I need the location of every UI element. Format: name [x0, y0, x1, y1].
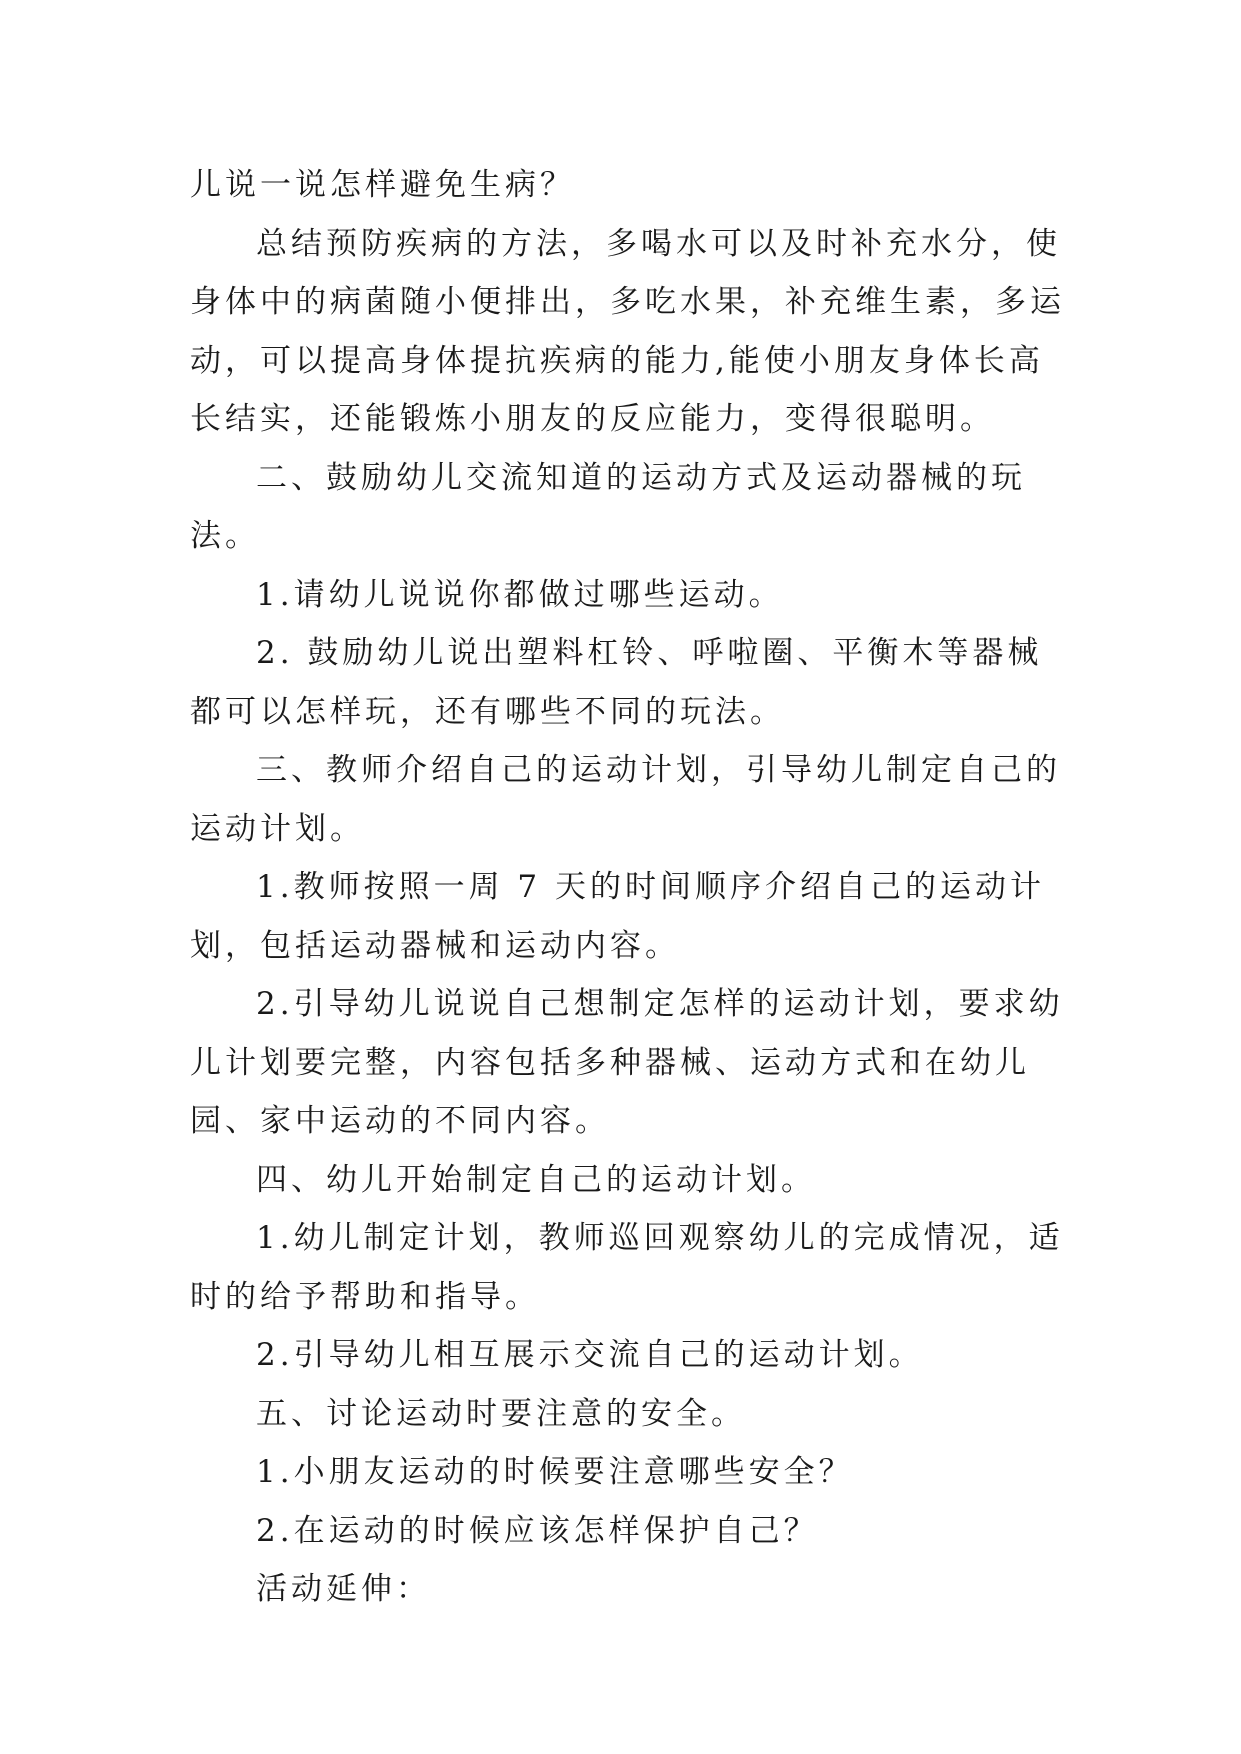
list-item: 2.在运动的时候应该怎样保护自己？ — [256, 1512, 819, 1549]
activity-extension-heading: 活动延伸： — [256, 1571, 431, 1607]
paragraph-continuation: 儿说一说怎样避免生病？ — [190, 167, 575, 203]
list-item: 1.请幼儿说说你都做过哪些运动。 — [256, 576, 784, 613]
list-item: 1.小朋友运动的时候要注意哪些安全？ — [256, 1454, 854, 1490]
section-heading-2: 二、鼓励幼儿交流知道的运动方式及运动器械的玩法。 — [190, 459, 1026, 554]
list-item: 1.教师按照一周 7 天的时间顺序介绍自己的运动计划，包括运动器械和运动内容。 — [190, 869, 1046, 964]
section-heading-3: 三、教师介绍自己的运动计划，引导幼儿制定自己的运动计划。 — [190, 752, 1061, 847]
document-body — [190, 156, 1070, 1619]
list-item: 1.幼儿制定计划，教师巡回观察幼儿的完成情况，适时的给予帮助和指导。 — [190, 1220, 1064, 1315]
list-item: 2.引导幼儿相互展示交流自己的运动计划。 — [256, 1337, 924, 1373]
list-item: 2. 鼓励幼儿说出塑料杠铃、呼啦圈、平衡木等器械都可以怎样玩，还有哪些不同的玩法。 — [190, 635, 1043, 730]
section-heading-4: 四、幼儿开始制定自己的运动计划。 — [256, 1161, 816, 1198]
paragraph-summary: 总结预防疾病的方法，多喝水可以及时补充水分，使身体中的病菌随小便排出，多吃水果，补充维生素，多运动，可以提高身体提抗疾病的能力,能使小朋友身体长高长结实，还能锻炼小朋友的反应能力，变得很聪明。 — [190, 225, 1065, 437]
list-item: 2.引导幼儿说说自己想制定怎样的运动计划，要求幼儿计划要完整，内容包括多种器械、运动方式和在幼儿园、家中运动的不同内容。 — [190, 986, 1064, 1139]
section-heading-5: 五、讨论运动时要注意的安全。 — [256, 1395, 746, 1432]
